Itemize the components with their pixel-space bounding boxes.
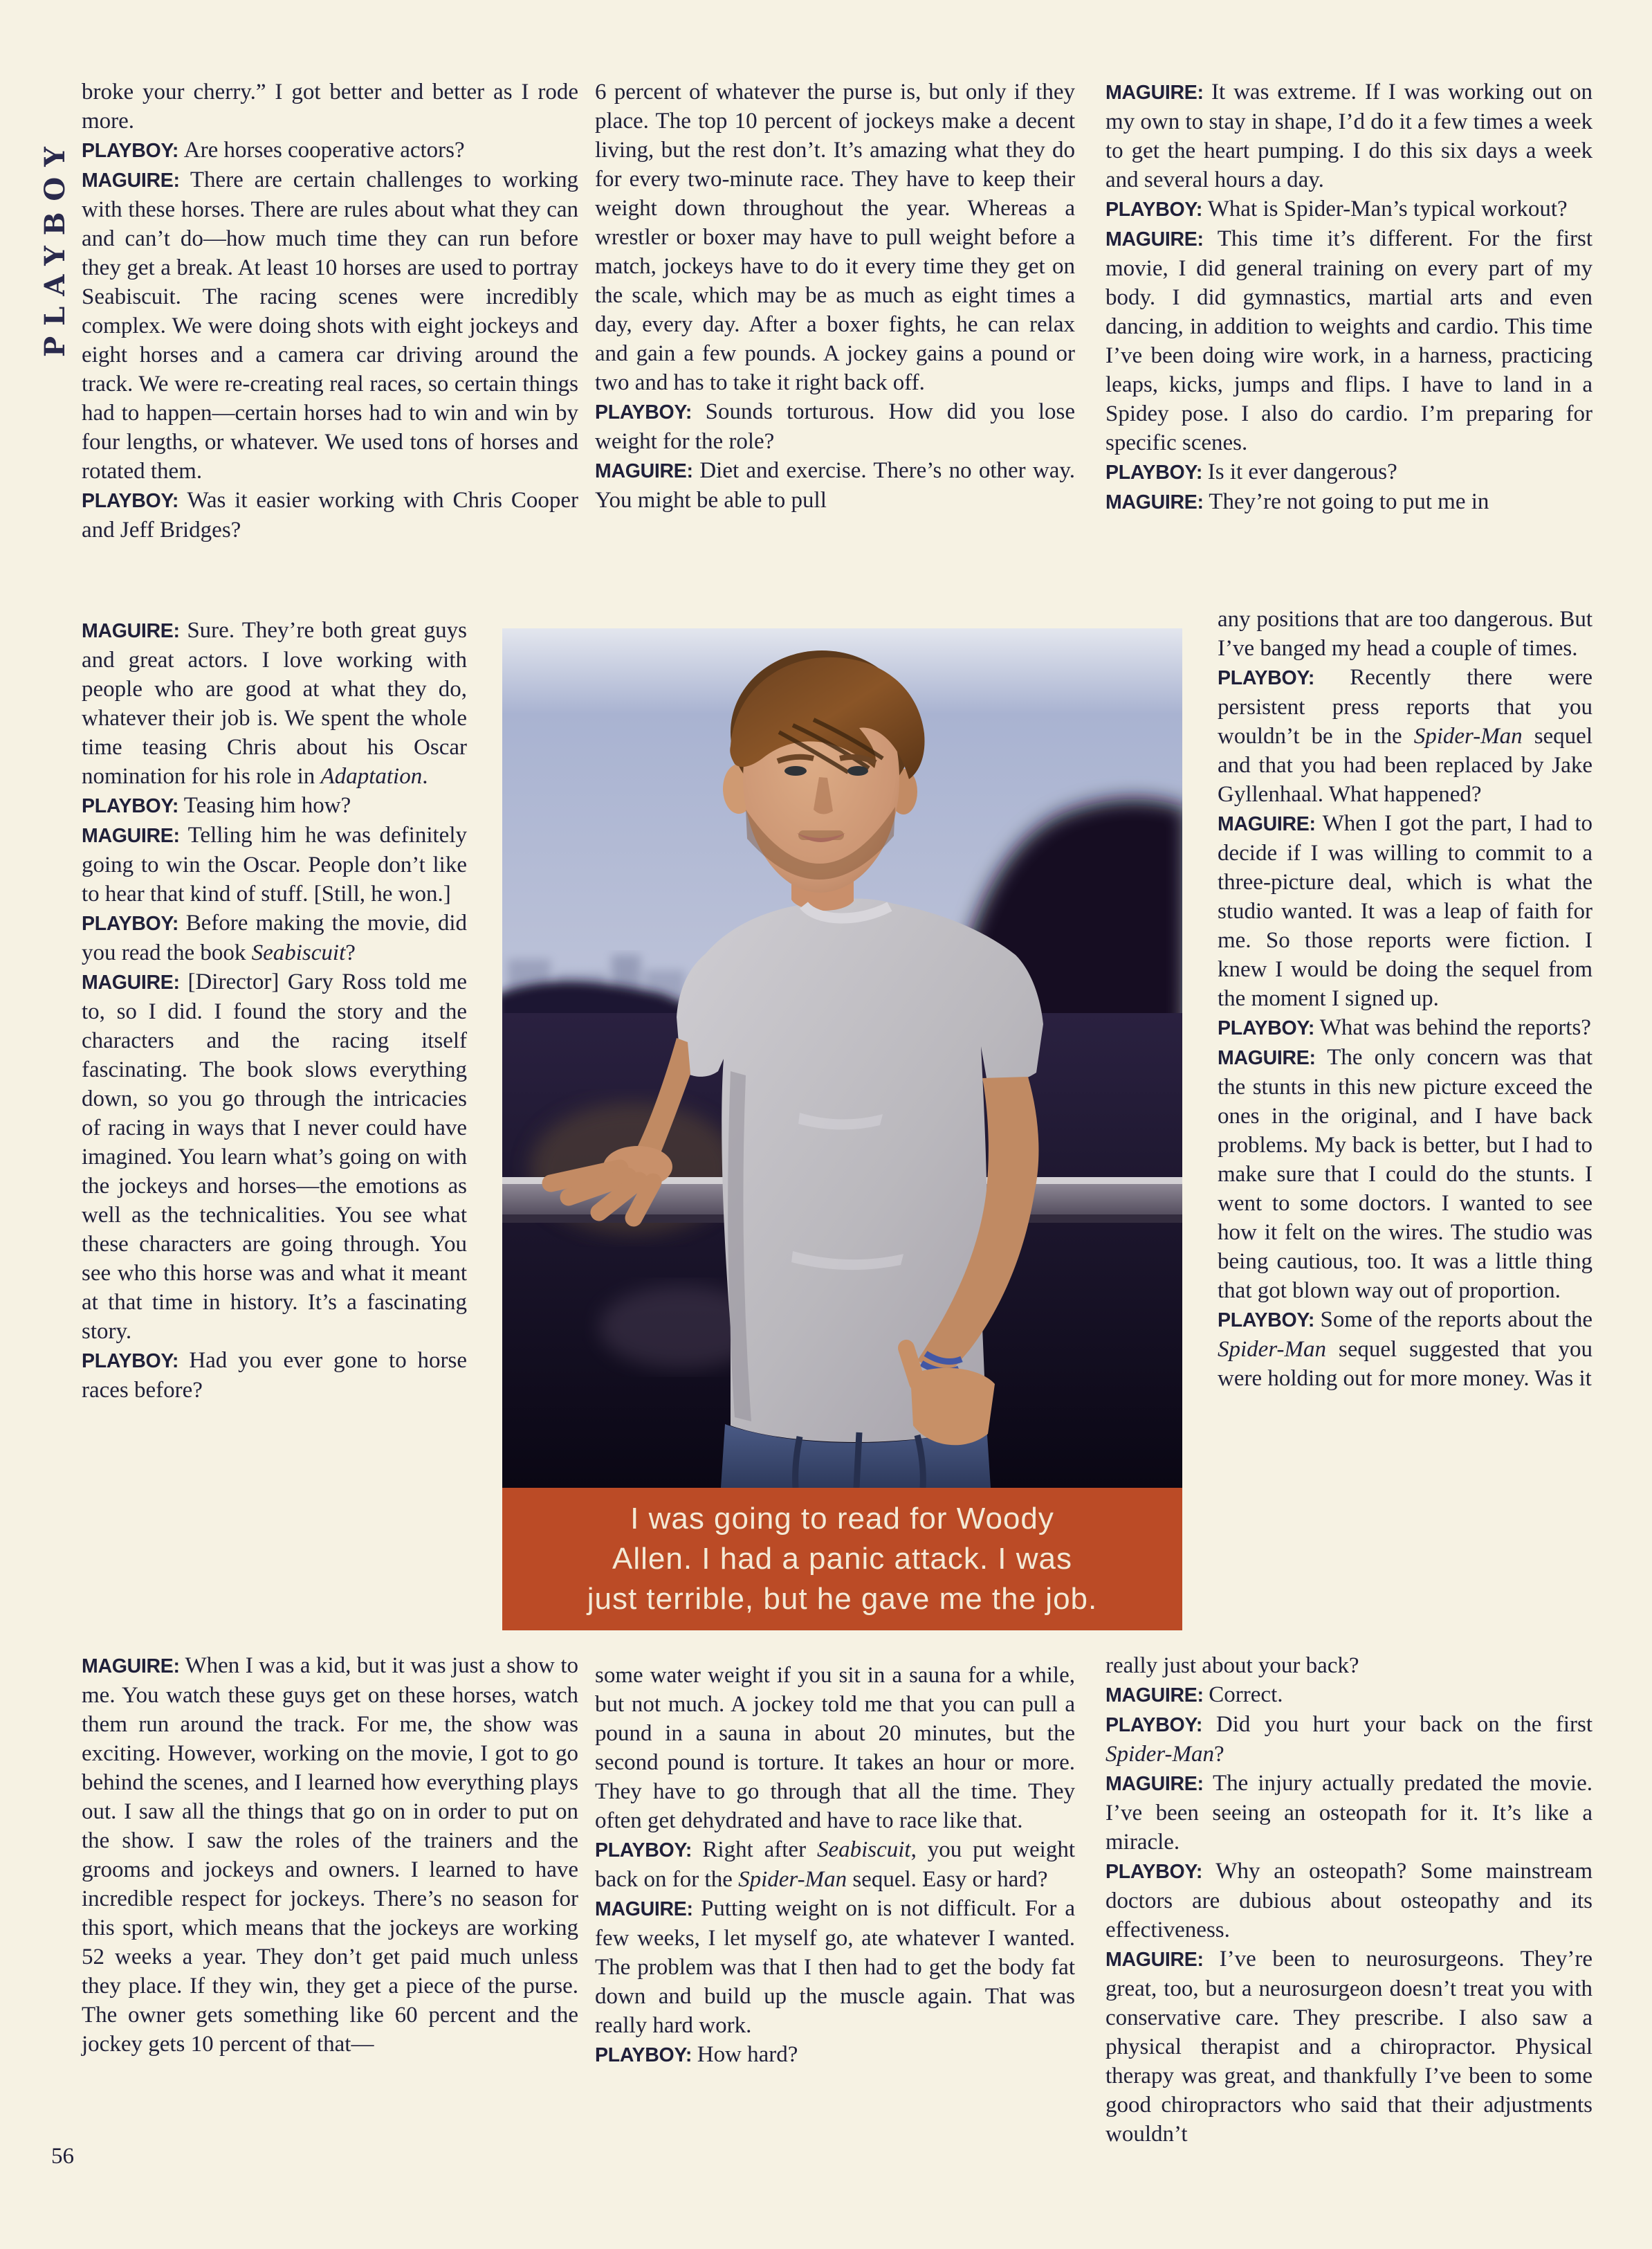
interview-paragraph: any positions that are too dangerous. But I’ve banged my head a couple of times.: [1218, 607, 1593, 661]
interview-paragraph: MAGUIRE: This time it’s different. For the first movie, I did general training on every part of my body. I did gymnastics, martial arts and even dancing, in addition to weights and cardio. This time I’ve been doing wire work, in a harness, practicing leaps, kicks, jumps and flips. I have to land in a Spidey pose. I also do cardio. I’m preparing for specific scenes.: [1105, 226, 1593, 455]
interview-paragraph: really just about your back?: [1105, 1653, 1359, 1678]
pull-quote-line: Allen. I had a panic attack. I was: [612, 1542, 1073, 1576]
speaker-label: PLAYBOY:: [82, 490, 187, 512]
interview-paragraph: some water weight if you sit in a sauna for a while, but not much. A jockey told me that you can pull a pound in a sauna in about 20 minutes, but the second pound is torture. It takes an hour or more. They have to go through that all the time. They often get dehydrated and have to race like that.: [595, 1663, 1075, 1833]
portrait-photo: [502, 628, 1182, 1488]
interview-paragraph: MAGUIRE: Correct.: [1105, 1682, 1283, 1707]
interview-paragraph: broke your cherry.” I got better and better as I rode more.: [82, 80, 578, 134]
interview-paragraph: PLAYBOY: What is Spider-Man’s typical workout?: [1105, 197, 1568, 221]
speaker-label: MAGUIRE:: [595, 1898, 701, 1920]
column1-bottom: [82, 1651, 578, 2059]
speaker-label: MAGUIRE:: [1218, 813, 1323, 835]
column2-top: [595, 78, 1075, 515]
speaker-label: MAGUIRE:: [82, 620, 187, 642]
interview-paragraph: MAGUIRE: When I got the part, I had to decide if I was willing to commit to a three-picture deal, which is what the studio wanted. It was a leap of faith for me. So those reports were fiction. I knew I would be doing the sequel from the moment I signed up.: [1218, 811, 1593, 1011]
interview-paragraph: MAGUIRE: Sure. They’re both great guys and great actors. I love working with people who are good at what they do, whatever their job is. We spent the whole time teasing Chris about his Oscar nomination for his role in Adaptation.: [82, 618, 467, 789]
speaker-label: PLAYBOY:: [1105, 199, 1208, 221]
column1-top: [82, 78, 578, 545]
interview-paragraph: PLAYBOY: Sounds torturous. How did you lose weight for the role?: [595, 399, 1076, 454]
speaker-label: PLAYBOY:: [1218, 1309, 1321, 1331]
speaker-label: MAGUIRE:: [1105, 491, 1209, 513]
interview-paragraph: PLAYBOY: Recently there were persistent press reports that you wouldn’t be in the Spider-Man sequel and that you had been replaced by Jake Gyllenhaal. What happened?: [1218, 665, 1593, 807]
speaker-label: PLAYBOY:: [1218, 667, 1350, 689]
interview-paragraph: MAGUIRE: The injury actually predated the movie. I’ve been seeing an osteopath for it. It’s like a miracle.: [1105, 1771, 1593, 1855]
interview-paragraph: PLAYBOY: Before making the movie, did you read the book Seabiscuit?: [82, 911, 467, 965]
speaker-label: MAGUIRE:: [1218, 1047, 1328, 1069]
speaker-label: MAGUIRE:: [1105, 1773, 1213, 1795]
interview-paragraph: MAGUIRE: I’ve been to neurosurgeons. They’re great, too, but a neurosurgeon doesn’t treat you with conservative care. They prescribe. I also saw a physical therapist and a chiropractor. Physical therapy was great, and thankfully I’ve been to some good chiropractors who said that their adjustments wouldn’t: [1105, 1947, 1593, 2147]
interview-paragraph: MAGUIRE: It was extreme. If I was working out on my own to stay in shape, I’d do it a few times a week to get the heart pumping. I do this six days a week and several hours a day.: [1105, 80, 1593, 192]
interview-paragraph: 6 percent of whatever the purse is, but only if they place. The top 10 percent of jockeys make a decent living, but the rest don’t. It’s amazing what they do for every two-minute race. They have to keep their weight down throughout the year. Whereas a wrestler or boxer may have to pull weight before a match, jockeys have to do it every time they get on the scale, which may be as much as eight times a day, every day. After a boxer fights, he can relax and gain a few pounds. A jockey gains a pound or two and has to take it right back off.: [595, 80, 1075, 395]
column3-beside-photo: [1218, 605, 1593, 1393]
pull-quote-line: I was going to read for Woody: [630, 1502, 1054, 1536]
speaker-label: PLAYBOY:: [1105, 1714, 1216, 1736]
speaker-label: PLAYBOY:: [1105, 1861, 1216, 1883]
speaker-label: PLAYBOY:: [1105, 462, 1208, 484]
speaker-label: MAGUIRE:: [1105, 1949, 1220, 1971]
interview-paragraph: PLAYBOY: Is it ever dangerous?: [1105, 459, 1397, 484]
speaker-label: PLAYBOY:: [595, 2044, 697, 2066]
speaker-label: PLAYBOY:: [595, 401, 706, 424]
speaker-label: PLAYBOY:: [82, 913, 186, 935]
speaker-label: PLAYBOY:: [82, 795, 184, 817]
interview-paragraph: MAGUIRE: There are certain challenges to working with these horses. There are rules about what they can and can’t do—how much time they can run before they get a break. At least 10 horses are used to portray Seabiscuit. The racing scenes were incredibly complex. We were doing shots with eight jockeys and eight horses and a camera car driving around the track. We were re-creating real races, so certain things had to happen—certain horses had to win and win by four lengths, or whatever. We used tons of horses and rotated them.: [82, 167, 578, 484]
pull-quote: [502, 1488, 1182, 1630]
speaker-label: MAGUIRE:: [595, 460, 700, 482]
interview-paragraph: PLAYBOY: Are horses cooperative actors?: [82, 138, 465, 163]
photo-eye-right: [847, 766, 868, 776]
column1-beside-photo: [82, 616, 467, 1405]
speaker-label: PLAYBOY:: [595, 1839, 703, 1861]
interview-paragraph: PLAYBOY: Teasing him how?: [82, 793, 351, 818]
interview-paragraph: MAGUIRE: When I was a kid, but it was just a show to me. You watch these guys get on these horses, watch them run around the track. For me, the show was exciting. However, working on the movie, I got to go behind the scenes, and I learned how everything plays out. I saw all the things that go on in order to put on the show. I saw the roles of the trainers and the grooms and jockeys and owners. I learned to have incredible respect for jockeys. There’s no season for this sport, which means that the jockeys are working 52 weeks a year. They don’t get paid much unless they place. If they win, they get a piece of the purse. The owner gets something like 60 percent and the jockey gets 10 percent of that—: [82, 1653, 578, 2057]
speaker-label: MAGUIRE:: [1105, 228, 1218, 251]
column3-bottom: [1105, 1651, 1593, 2149]
interview-paragraph: MAGUIRE: [Director] Gary Ross told me to, so I did. I found the story and the characters and the racing itself fascinating. The book slows everything down, so you go through the intricacies of racing in ways that I never could have imagined. You learn what’s going on with the jockeys and horses—the emotions as well as the technicalities. You see what these characters are going through. You see who this horse was and what it meant at that time in history. It’s a fascinating story.: [82, 969, 467, 1344]
interview-paragraph: MAGUIRE: Putting weight on is not difficult. For a few weeks, I let myself go, ate whatever I wanted. The problem was that I then had to get the body fat down and build up the muscle again. That was really hard work.: [595, 1896, 1075, 2038]
interview-paragraph: PLAYBOY: How hard?: [595, 2042, 798, 2067]
interview-paragraph: MAGUIRE: Diet and exercise. There’s no other way. You might be able to pull: [595, 458, 1076, 513]
speaker-label: MAGUIRE:: [82, 972, 188, 994]
interview-paragraph: MAGUIRE: Telling him he was definitely going to win the Oscar. People don’t like to hear that kind of stuff. [Still, he won.]: [82, 823, 467, 907]
column3-top: [1105, 78, 1593, 517]
interview-paragraph: PLAYBOY: What was behind the reports?: [1218, 1015, 1591, 1040]
speaker-label: PLAYBOY:: [82, 140, 184, 162]
speaker-label: PLAYBOY:: [1218, 1017, 1320, 1039]
speaker-label: MAGUIRE:: [82, 825, 188, 847]
portrait-photo-art: [502, 628, 1182, 1488]
magazine-spine-title: PLAYBOY: [39, 136, 71, 357]
interview-paragraph: PLAYBOY: Some of the reports about the Spider-Man sequel suggested that you were holding out for more money. Was it: [1218, 1307, 1593, 1391]
interview-paragraph: PLAYBOY: Had you ever gone to horse races before?: [82, 1348, 467, 1403]
interview-paragraph: PLAYBOY: Was it easier working with Chris Cooper and Jeff Bridges?: [82, 488, 578, 543]
interview-paragraph: MAGUIRE: The only concern was that the stunts in this new picture exceed the ones in the original, and I have back problems. My back is better, but I had to make sure that I could do the stunts. I went to some doctors. I wanted to see how it felt on the wires. The studio was being cautious, too. It was a little thing that got blown way out of proportion.: [1218, 1045, 1593, 1303]
photo-eye-left: [784, 766, 807, 776]
speaker-label: MAGUIRE:: [1105, 82, 1211, 104]
page-number: 56: [51, 2144, 74, 2169]
speaker-label: MAGUIRE:: [1105, 1684, 1209, 1706]
speaker-label: PLAYBOY:: [82, 1350, 190, 1372]
interview-paragraph: MAGUIRE: They’re not going to put me in: [1105, 489, 1489, 514]
interview-paragraph: PLAYBOY: Did you hurt your back on the first Spider-Man?: [1105, 1712, 1593, 1767]
speaker-label: MAGUIRE:: [82, 1655, 185, 1677]
pull-quote-line: just terrible, but he gave me the job.: [587, 1582, 1098, 1616]
photo-pocket-thumb: [906, 1348, 917, 1383]
interview-paragraph: PLAYBOY: Why an osteopath? Some mainstream doctors are dubious about osteopathy and its effectiveness.: [1105, 1859, 1593, 1942]
column2-bottom: [595, 1661, 1075, 2070]
interview-paragraph: PLAYBOY: Right after Seabiscuit, you put weight back on for the Spider-Man sequel. Easy or hard?: [595, 1837, 1075, 1892]
speaker-label: MAGUIRE:: [82, 170, 190, 192]
